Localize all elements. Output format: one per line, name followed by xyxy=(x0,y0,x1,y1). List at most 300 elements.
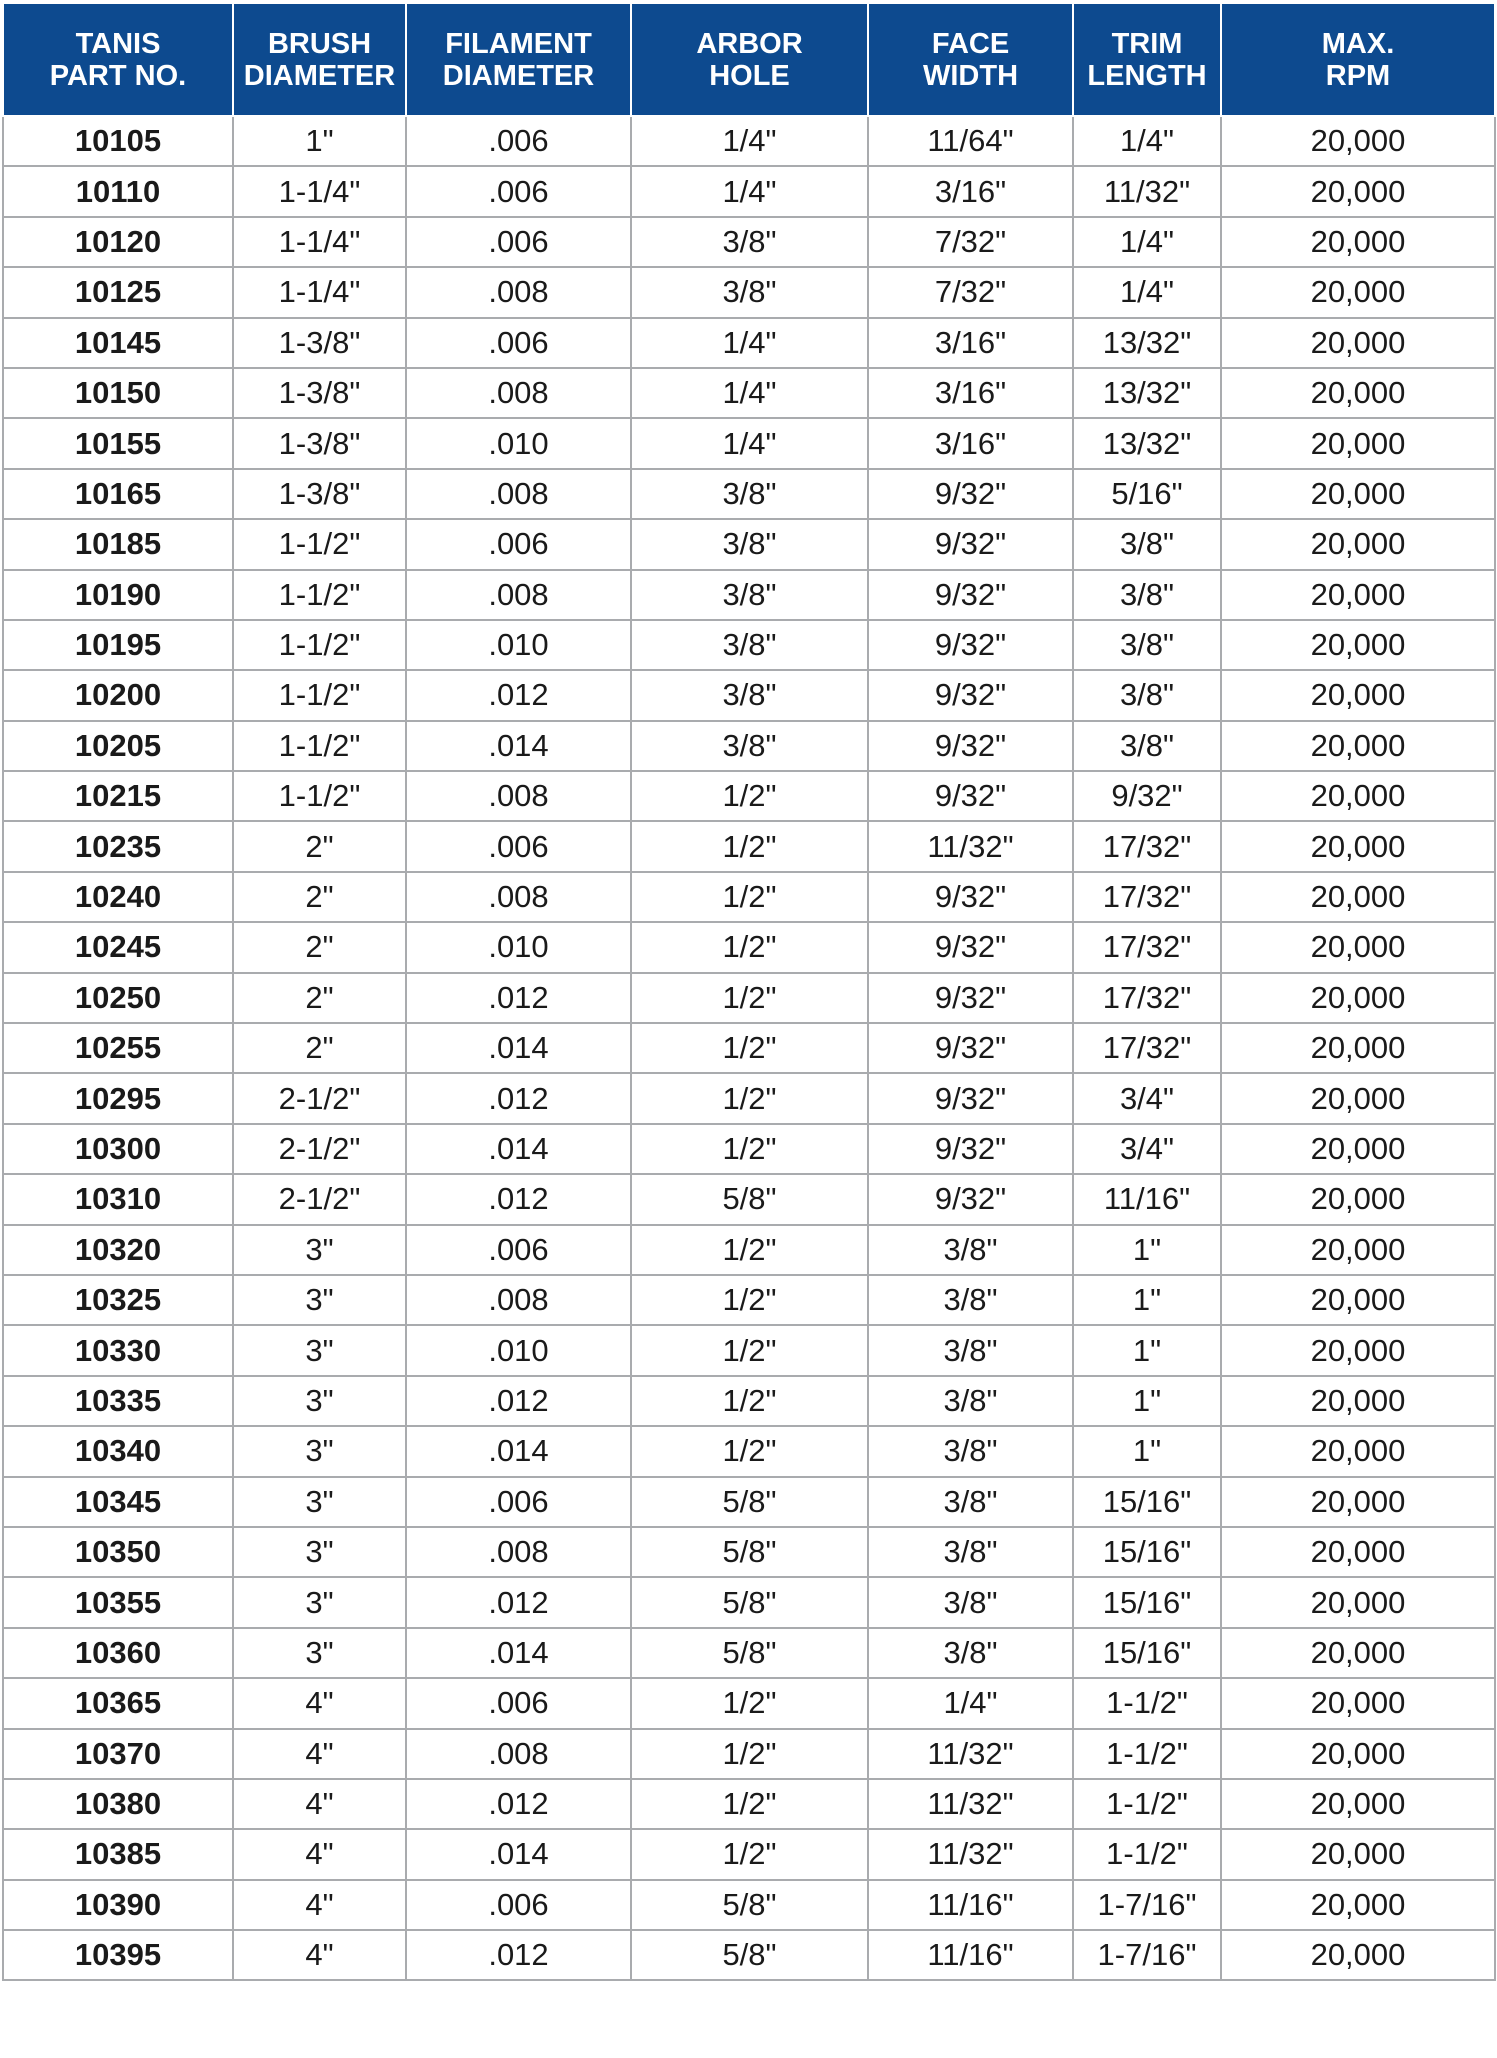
filament-diameter-cell: .008 xyxy=(406,570,631,620)
arbor-hole-cell: 5/8" xyxy=(631,1174,868,1224)
arbor-hole-cell: 1/2" xyxy=(631,1376,868,1426)
table-row xyxy=(3,1477,1495,1527)
arbor-hole-cell: 1/2" xyxy=(631,872,868,922)
header-trim-length: TRIM LENGTH xyxy=(1073,3,1221,116)
trim-length-cell: 1-1/2" xyxy=(1073,1678,1221,1728)
face-width-cell: 9/32" xyxy=(868,519,1073,569)
max-rpm-cell: 20,000 xyxy=(1221,1779,1495,1829)
arbor-hole-cell: 5/8" xyxy=(631,1880,868,1930)
table-row xyxy=(3,1880,1495,1930)
trim-length-cell: 1" xyxy=(1073,1275,1221,1325)
part-no-cell: 10195 xyxy=(3,620,233,670)
arbor-hole-cell: 3/8" xyxy=(631,670,868,720)
filament-diameter-cell: .006 xyxy=(406,1678,631,1728)
filament-diameter-cell: .006 xyxy=(406,1477,631,1527)
max-rpm-cell: 20,000 xyxy=(1221,469,1495,519)
trim-length-cell: 3/8" xyxy=(1073,721,1221,771)
trim-length-cell: 17/32" xyxy=(1073,821,1221,871)
arbor-hole-cell: 3/8" xyxy=(631,267,868,317)
table-row xyxy=(3,922,1495,972)
arbor-hole-cell: 1/2" xyxy=(631,1275,868,1325)
filament-diameter-cell: .014 xyxy=(406,1426,631,1476)
trim-length-cell: 13/32" xyxy=(1073,418,1221,468)
arbor-hole-cell: 1/2" xyxy=(631,1073,868,1123)
max-rpm-cell: 20,000 xyxy=(1221,973,1495,1023)
table-row xyxy=(3,670,1495,720)
brush-diameter-cell: 4" xyxy=(233,1930,406,1980)
filament-diameter-cell: .006 xyxy=(406,519,631,569)
part-no-cell: 10200 xyxy=(3,670,233,720)
max-rpm-cell: 20,000 xyxy=(1221,1628,1495,1678)
table-row xyxy=(3,1426,1495,1476)
face-width-cell: 3/8" xyxy=(868,1225,1073,1275)
filament-diameter-cell: .014 xyxy=(406,721,631,771)
trim-length-cell: 13/32" xyxy=(1073,368,1221,418)
part-no-cell: 10380 xyxy=(3,1779,233,1829)
face-width-cell: 9/32" xyxy=(868,1073,1073,1123)
face-width-cell: 11/16" xyxy=(868,1880,1073,1930)
filament-diameter-cell: .006 xyxy=(406,116,631,166)
max-rpm-cell: 20,000 xyxy=(1221,1678,1495,1728)
brush-diameter-cell: 1-1/2" xyxy=(233,721,406,771)
table-row xyxy=(3,1577,1495,1627)
arbor-hole-cell: 1/2" xyxy=(631,1325,868,1375)
arbor-hole-cell: 3/8" xyxy=(631,570,868,620)
arbor-hole-cell: 5/8" xyxy=(631,1577,868,1627)
part-no-cell: 10350 xyxy=(3,1527,233,1577)
arbor-hole-cell: 1/2" xyxy=(631,771,868,821)
part-no-cell: 10340 xyxy=(3,1426,233,1476)
filament-diameter-cell: .014 xyxy=(406,1124,631,1174)
trim-length-cell: 5/16" xyxy=(1073,469,1221,519)
filament-diameter-cell: .010 xyxy=(406,922,631,972)
trim-length-cell: 1/4" xyxy=(1073,116,1221,166)
part-no-cell: 10385 xyxy=(3,1829,233,1879)
face-width-cell: 3/16" xyxy=(868,166,1073,216)
max-rpm-cell: 20,000 xyxy=(1221,922,1495,972)
face-width-cell: 3/16" xyxy=(868,368,1073,418)
trim-length-cell: 3/8" xyxy=(1073,570,1221,620)
table-row xyxy=(3,267,1495,317)
part-no-cell: 10145 xyxy=(3,318,233,368)
part-no-cell: 10150 xyxy=(3,368,233,418)
trim-length-cell: 1/4" xyxy=(1073,267,1221,317)
max-rpm-cell: 20,000 xyxy=(1221,1729,1495,1779)
face-width-cell: 3/8" xyxy=(868,1426,1073,1476)
table-row xyxy=(3,1628,1495,1678)
max-rpm-cell: 20,000 xyxy=(1221,1376,1495,1426)
max-rpm-cell: 20,000 xyxy=(1221,1829,1495,1879)
header-part-no: TANIS PART NO. xyxy=(3,3,233,116)
arbor-hole-cell: 5/8" xyxy=(631,1477,868,1527)
table-row xyxy=(3,1829,1495,1879)
brush-diameter-cell: 1-3/8" xyxy=(233,469,406,519)
trim-length-cell: 15/16" xyxy=(1073,1628,1221,1678)
max-rpm-cell: 20,000 xyxy=(1221,1073,1495,1123)
arbor-hole-cell: 3/8" xyxy=(631,721,868,771)
arbor-hole-cell: 1/2" xyxy=(631,1729,868,1779)
part-no-cell: 10105 xyxy=(3,116,233,166)
part-no-cell: 10355 xyxy=(3,1577,233,1627)
arbor-hole-cell: 3/8" xyxy=(631,469,868,519)
table-row xyxy=(3,1678,1495,1728)
face-width-cell: 3/8" xyxy=(868,1628,1073,1678)
trim-length-cell: 1" xyxy=(1073,1225,1221,1275)
max-rpm-cell: 20,000 xyxy=(1221,1275,1495,1325)
table-row xyxy=(3,1325,1495,1375)
part-no-cell: 10155 xyxy=(3,418,233,468)
arbor-hole-cell: 5/8" xyxy=(631,1930,868,1980)
trim-length-cell: 9/32" xyxy=(1073,771,1221,821)
part-no-cell: 10320 xyxy=(3,1225,233,1275)
face-width-cell: 9/32" xyxy=(868,1124,1073,1174)
face-width-cell: 11/32" xyxy=(868,1729,1073,1779)
table-row xyxy=(3,1779,1495,1829)
filament-diameter-cell: .010 xyxy=(406,1325,631,1375)
filament-diameter-cell: .014 xyxy=(406,1628,631,1678)
face-width-cell: 3/8" xyxy=(868,1527,1073,1577)
brush-diameter-cell: 3" xyxy=(233,1527,406,1577)
trim-length-cell: 1-1/2" xyxy=(1073,1729,1221,1779)
trim-length-cell: 17/32" xyxy=(1073,973,1221,1023)
face-width-cell: 3/8" xyxy=(868,1376,1073,1426)
brush-diameter-cell: 3" xyxy=(233,1225,406,1275)
brush-diameter-cell: 1-1/2" xyxy=(233,570,406,620)
brush-diameter-cell: 2-1/2" xyxy=(233,1073,406,1123)
max-rpm-cell: 20,000 xyxy=(1221,872,1495,922)
max-rpm-cell: 20,000 xyxy=(1221,1225,1495,1275)
brush-diameter-cell: 1-3/8" xyxy=(233,368,406,418)
face-width-cell: 9/32" xyxy=(868,670,1073,720)
part-no-cell: 10125 xyxy=(3,267,233,317)
table-row xyxy=(3,721,1495,771)
part-no-cell: 10205 xyxy=(3,721,233,771)
part-no-cell: 10330 xyxy=(3,1325,233,1375)
brush-diameter-cell: 1-3/8" xyxy=(233,418,406,468)
max-rpm-cell: 20,000 xyxy=(1221,519,1495,569)
part-no-cell: 10110 xyxy=(3,166,233,216)
brush-diameter-cell: 2" xyxy=(233,973,406,1023)
max-rpm-cell: 20,000 xyxy=(1221,1124,1495,1174)
max-rpm-cell: 20,000 xyxy=(1221,570,1495,620)
table-row xyxy=(3,872,1495,922)
filament-diameter-cell: .008 xyxy=(406,469,631,519)
filament-diameter-cell: .012 xyxy=(406,1073,631,1123)
brush-diameter-cell: 3" xyxy=(233,1477,406,1527)
part-no-cell: 10345 xyxy=(3,1477,233,1527)
trim-length-cell: 3/4" xyxy=(1073,1073,1221,1123)
trim-length-cell: 1/4" xyxy=(1073,217,1221,267)
max-rpm-cell: 20,000 xyxy=(1221,1577,1495,1627)
brush-diameter-cell: 1-1/4" xyxy=(233,267,406,317)
trim-length-cell: 1-7/16" xyxy=(1073,1880,1221,1930)
trim-length-cell: 3/8" xyxy=(1073,519,1221,569)
brush-diameter-cell: 2" xyxy=(233,1023,406,1073)
face-width-cell: 3/8" xyxy=(868,1325,1073,1375)
table-row xyxy=(3,821,1495,871)
arbor-hole-cell: 1/2" xyxy=(631,922,868,972)
header-face-width: FACE WIDTH xyxy=(868,3,1073,116)
arbor-hole-cell: 1/2" xyxy=(631,1829,868,1879)
filament-diameter-cell: .006 xyxy=(406,1880,631,1930)
brush-diameter-cell: 3" xyxy=(233,1325,406,1375)
header-max-rpm: MAX. RPM xyxy=(1221,3,1495,116)
part-no-cell: 10365 xyxy=(3,1678,233,1728)
part-no-cell: 10310 xyxy=(3,1174,233,1224)
face-width-cell: 11/32" xyxy=(868,1779,1073,1829)
max-rpm-cell: 20,000 xyxy=(1221,1930,1495,1980)
face-width-cell: 7/32" xyxy=(868,217,1073,267)
part-no-cell: 10215 xyxy=(3,771,233,821)
max-rpm-cell: 20,000 xyxy=(1221,1880,1495,1930)
brush-diameter-cell: 2-1/2" xyxy=(233,1124,406,1174)
brush-diameter-cell: 3" xyxy=(233,1577,406,1627)
arbor-hole-cell: 1/2" xyxy=(631,821,868,871)
face-width-cell: 3/16" xyxy=(868,418,1073,468)
face-width-cell: 9/32" xyxy=(868,872,1073,922)
trim-length-cell: 1" xyxy=(1073,1426,1221,1476)
face-width-cell: 3/16" xyxy=(868,318,1073,368)
max-rpm-cell: 20,000 xyxy=(1221,721,1495,771)
filament-diameter-cell: .008 xyxy=(406,267,631,317)
max-rpm-cell: 20,000 xyxy=(1221,368,1495,418)
trim-length-cell: 17/32" xyxy=(1073,922,1221,972)
filament-diameter-cell: .012 xyxy=(406,670,631,720)
max-rpm-cell: 20,000 xyxy=(1221,1325,1495,1375)
part-no-cell: 10245 xyxy=(3,922,233,972)
trim-length-cell: 1-7/16" xyxy=(1073,1930,1221,1980)
filament-diameter-cell: .008 xyxy=(406,368,631,418)
table-row xyxy=(3,1124,1495,1174)
filament-diameter-cell: .006 xyxy=(406,217,631,267)
header-row xyxy=(3,3,1495,116)
filament-diameter-cell: .008 xyxy=(406,1275,631,1325)
part-no-cell: 10185 xyxy=(3,519,233,569)
arbor-hole-cell: 1/4" xyxy=(631,166,868,216)
max-rpm-cell: 20,000 xyxy=(1221,821,1495,871)
table-row xyxy=(3,166,1495,216)
table-row xyxy=(3,771,1495,821)
table-row xyxy=(3,418,1495,468)
arbor-hole-cell: 1/4" xyxy=(631,418,868,468)
face-width-cell: 3/8" xyxy=(868,1577,1073,1627)
part-no-cell: 10360 xyxy=(3,1628,233,1678)
table-row xyxy=(3,1275,1495,1325)
part-no-cell: 10300 xyxy=(3,1124,233,1174)
filament-diameter-cell: .008 xyxy=(406,1527,631,1577)
max-rpm-cell: 20,000 xyxy=(1221,771,1495,821)
trim-length-cell: 11/32" xyxy=(1073,166,1221,216)
face-width-cell: 3/8" xyxy=(868,1275,1073,1325)
filament-diameter-cell: .006 xyxy=(406,821,631,871)
part-no-cell: 10395 xyxy=(3,1930,233,1980)
table-row xyxy=(3,570,1495,620)
filament-diameter-cell: .006 xyxy=(406,318,631,368)
trim-length-cell: 1" xyxy=(1073,1376,1221,1426)
arbor-hole-cell: 1/4" xyxy=(631,368,868,418)
part-no-cell: 10165 xyxy=(3,469,233,519)
table-row xyxy=(3,318,1495,368)
brush-diameter-cell: 1-1/2" xyxy=(233,670,406,720)
max-rpm-cell: 20,000 xyxy=(1221,116,1495,166)
arbor-hole-cell: 3/8" xyxy=(631,217,868,267)
arbor-hole-cell: 5/8" xyxy=(631,1527,868,1577)
arbor-hole-cell: 1/2" xyxy=(631,1225,868,1275)
table-row xyxy=(3,1930,1495,1980)
face-width-cell: 9/32" xyxy=(868,922,1073,972)
trim-length-cell: 1" xyxy=(1073,1325,1221,1375)
arbor-hole-cell: 1/4" xyxy=(631,318,868,368)
arbor-hole-cell: 3/8" xyxy=(631,519,868,569)
table-row xyxy=(3,1376,1495,1426)
table-row xyxy=(3,1073,1495,1123)
table-row xyxy=(3,1527,1495,1577)
brush-diameter-cell: 3" xyxy=(233,1628,406,1678)
trim-length-cell: 17/32" xyxy=(1073,872,1221,922)
brush-diameter-cell: 3" xyxy=(233,1426,406,1476)
filament-diameter-cell: .010 xyxy=(406,620,631,670)
table-row xyxy=(3,519,1495,569)
part-no-cell: 10390 xyxy=(3,1880,233,1930)
part-no-cell: 10235 xyxy=(3,821,233,871)
trim-length-cell: 3/8" xyxy=(1073,620,1221,670)
brush-diameter-cell: 3" xyxy=(233,1376,406,1426)
filament-diameter-cell: .008 xyxy=(406,1729,631,1779)
max-rpm-cell: 20,000 xyxy=(1221,418,1495,468)
header-arbor-hole: ARBOR HOLE xyxy=(631,3,868,116)
table-row xyxy=(3,217,1495,267)
filament-diameter-cell: .012 xyxy=(406,1930,631,1980)
arbor-hole-cell: 1/2" xyxy=(631,1023,868,1073)
brush-diameter-cell: 1-1/4" xyxy=(233,166,406,216)
arbor-hole-cell: 5/8" xyxy=(631,1628,868,1678)
filament-diameter-cell: .014 xyxy=(406,1829,631,1879)
filament-diameter-cell: .006 xyxy=(406,1225,631,1275)
filament-diameter-cell: .006 xyxy=(406,166,631,216)
brush-diameter-cell: 4" xyxy=(233,1729,406,1779)
face-width-cell: 9/32" xyxy=(868,1023,1073,1073)
max-rpm-cell: 20,000 xyxy=(1221,1174,1495,1224)
part-no-cell: 10120 xyxy=(3,217,233,267)
max-rpm-cell: 20,000 xyxy=(1221,166,1495,216)
brush-diameter-cell: 2" xyxy=(233,872,406,922)
face-width-cell: 9/32" xyxy=(868,620,1073,670)
arbor-hole-cell: 1/2" xyxy=(631,1124,868,1174)
table-row xyxy=(3,620,1495,670)
brush-diameter-cell: 1-1/4" xyxy=(233,217,406,267)
max-rpm-cell: 20,000 xyxy=(1221,1527,1495,1577)
face-width-cell: 1/4" xyxy=(868,1678,1073,1728)
table-row xyxy=(3,973,1495,1023)
face-width-cell: 9/32" xyxy=(868,570,1073,620)
trim-length-cell: 1-1/2" xyxy=(1073,1829,1221,1879)
trim-length-cell: 3/8" xyxy=(1073,670,1221,720)
arbor-hole-cell: 3/8" xyxy=(631,620,868,670)
face-width-cell: 9/32" xyxy=(868,1174,1073,1224)
face-width-cell: 3/8" xyxy=(868,1477,1073,1527)
table-row xyxy=(3,1729,1495,1779)
part-no-cell: 10250 xyxy=(3,973,233,1023)
max-rpm-cell: 20,000 xyxy=(1221,620,1495,670)
brush-diameter-cell: 4" xyxy=(233,1779,406,1829)
filament-diameter-cell: .012 xyxy=(406,973,631,1023)
trim-length-cell: 11/16" xyxy=(1073,1174,1221,1224)
arbor-hole-cell: 1/2" xyxy=(631,1779,868,1829)
header-brush-diameter: BRUSH DIAMETER xyxy=(233,3,406,116)
part-no-cell: 10335 xyxy=(3,1376,233,1426)
max-rpm-cell: 20,000 xyxy=(1221,267,1495,317)
trim-length-cell: 13/32" xyxy=(1073,318,1221,368)
filament-diameter-cell: .008 xyxy=(406,771,631,821)
max-rpm-cell: 20,000 xyxy=(1221,1426,1495,1476)
part-no-cell: 10295 xyxy=(3,1073,233,1123)
header-filament-diameter: FILAMENT DIAMETER xyxy=(406,3,631,116)
filament-diameter-cell: .012 xyxy=(406,1174,631,1224)
table-body xyxy=(3,116,1495,1980)
part-no-cell: 10325 xyxy=(3,1275,233,1325)
arbor-hole-cell: 1/2" xyxy=(631,1426,868,1476)
face-width-cell: 11/32" xyxy=(868,821,1073,871)
filament-diameter-cell: .014 xyxy=(406,1023,631,1073)
part-no-cell: 10190 xyxy=(3,570,233,620)
brush-diameter-cell: 1-1/2" xyxy=(233,771,406,821)
brush-diameter-cell: 4" xyxy=(233,1829,406,1879)
trim-length-cell: 1-1/2" xyxy=(1073,1779,1221,1829)
brush-diameter-cell: 2" xyxy=(233,922,406,972)
max-rpm-cell: 20,000 xyxy=(1221,1477,1495,1527)
filament-diameter-cell: .008 xyxy=(406,872,631,922)
brush-diameter-cell: 2-1/2" xyxy=(233,1174,406,1224)
face-width-cell: 9/32" xyxy=(868,469,1073,519)
trim-length-cell: 15/16" xyxy=(1073,1527,1221,1577)
part-no-cell: 10370 xyxy=(3,1729,233,1779)
brush-diameter-cell: 4" xyxy=(233,1880,406,1930)
face-width-cell: 9/32" xyxy=(868,721,1073,771)
brush-diameter-cell: 2" xyxy=(233,821,406,871)
face-width-cell: 11/64" xyxy=(868,116,1073,166)
filament-diameter-cell: .012 xyxy=(406,1779,631,1829)
face-width-cell: 11/32" xyxy=(868,1829,1073,1879)
brush-diameter-cell: 4" xyxy=(233,1678,406,1728)
brush-diameter-cell: 1-1/2" xyxy=(233,620,406,670)
arbor-hole-cell: 1/2" xyxy=(631,1678,868,1728)
part-no-cell: 10240 xyxy=(3,872,233,922)
filament-diameter-cell: .010 xyxy=(406,418,631,468)
table-row xyxy=(3,1174,1495,1224)
max-rpm-cell: 20,000 xyxy=(1221,1023,1495,1073)
max-rpm-cell: 20,000 xyxy=(1221,318,1495,368)
trim-length-cell: 15/16" xyxy=(1073,1477,1221,1527)
arbor-hole-cell: 1/2" xyxy=(631,973,868,1023)
brush-diameter-cell: 1" xyxy=(233,116,406,166)
part-no-cell: 10255 xyxy=(3,1023,233,1073)
brush-diameter-cell: 1-3/8" xyxy=(233,318,406,368)
trim-length-cell: 15/16" xyxy=(1073,1577,1221,1627)
max-rpm-cell: 20,000 xyxy=(1221,670,1495,720)
filament-diameter-cell: .012 xyxy=(406,1577,631,1627)
brush-diameter-cell: 3" xyxy=(233,1275,406,1325)
trim-length-cell: 17/32" xyxy=(1073,1023,1221,1073)
brush-spec-table xyxy=(2,2,1496,1981)
face-width-cell: 7/32" xyxy=(868,267,1073,317)
brush-diameter-cell: 1-1/2" xyxy=(233,519,406,569)
table-header xyxy=(3,3,1495,116)
trim-length-cell: 3/4" xyxy=(1073,1124,1221,1174)
filament-diameter-cell: .012 xyxy=(406,1376,631,1426)
face-width-cell: 9/32" xyxy=(868,973,1073,1023)
max-rpm-cell: 20,000 xyxy=(1221,217,1495,267)
arbor-hole-cell: 1/4" xyxy=(631,116,868,166)
